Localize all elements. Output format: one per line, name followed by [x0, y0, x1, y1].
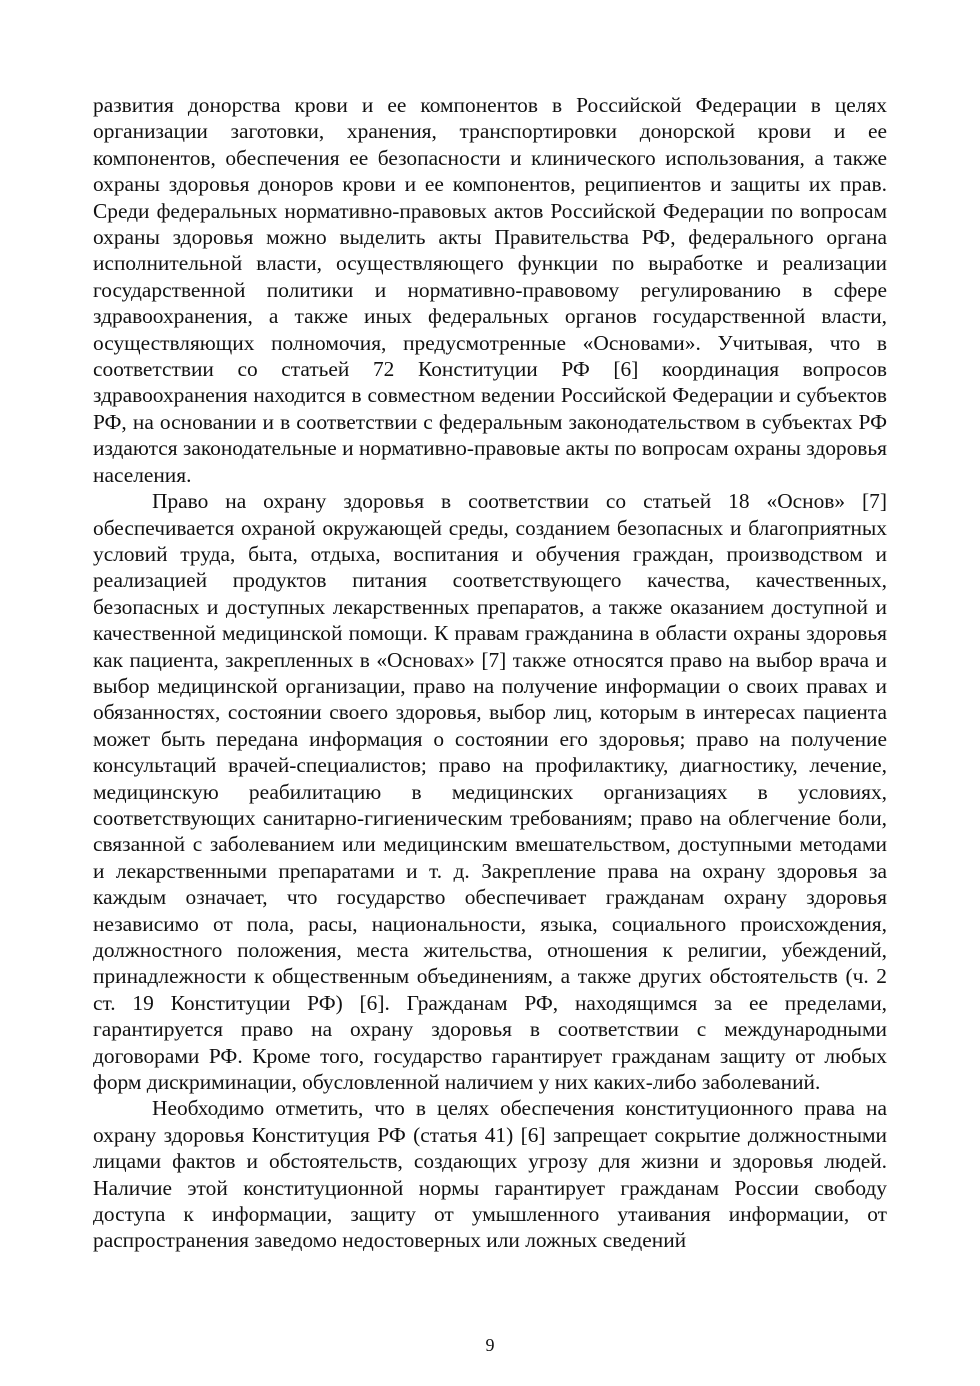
paragraph-constitution-article-41: Необходимо отметить, что в целях обеспечения конституционного права на охрану здоровья Конституция РФ (статья 41) [6] запрещает сокрытие должностными лицами фактов и обстоятельств, создающих угрозу для жизни и здоровья людей. Наличие этой конституционной нормы гарантирует гражданам России свободу доступа к информации, защиту от умышленного утаивания информации, от распространения заведомо недостоверных или ложных сведений	[93, 1096, 887, 1253]
page-number: 9	[485, 1335, 495, 1355]
body-text	[93, 92, 887, 1254]
paragraph-health-rights: Право на охрану здоровья в соответствии со статьей 18 «Основ» [7] обеспечивается охраной окружающей среды, созданием безопасных и благоприятных условий труда, быта, отдыха, воспитания и обучения граждан, производством и реализацией продуктов питания соответствующего качества, качественных, безопасных и доступных лекарственных препаратов, а также оказанием доступной и качественной медицинской помощи. К правам гражданина в области охраны здоровья как пациента, закрепленных в «Основах» [7] также относятся право на выбор врача и выбор медицинской организации, право на получение информации о своих правах и обязанностях, состоянии своего здоровья, выбор лиц, которым в интересах пациента может быть передана информация о состоянии его здоровья; право на получение консультаций врачей-специалистов; право на профилактику, диагностику, лечение, медицинскую реабилитацию в медицинских организациях в условиях, соответствующих санитарно-гигиеническим требованиям; право на облегчение боли, связанной с заболеванием или медицинским вмешательством, доступными методами и лекарственными препаратами и т. д. Закрепление права на охрану здоровья за каждым означает, что государство обеспечивает гражданам охрану здоровья независимо от пола, расы, национальности, языка, социального происхождения, должностного положения, места жительства, отношения к религии, убеждений, принадлежности к общественным объединениям, а также других обстоятельств (ч. 2 ст. 19 Конституции РФ) [6]. Гражданам РФ, находящимся за ее пределами, гарантируется право на охрану здоровья в соответствии с международными договорами РФ. Кроме того, государство гарантирует гражданам защиту от любых форм дискриминации, обусловленной наличием у них каких-либо заболеваний.	[93, 489, 887, 1095]
paragraph-continuation: развития донорства крови и ее компонентов в Российской Федерации в целях организации заготовки, хранения, транспортировки донорской крови и ее компонентов, обеспечения ее безопасности и клинического использования, а также охраны здоровья доноров крови и ее компонентов, реципиентов и защиты их прав. Среди федеральных нормативно-правовых актов Российской Федерации по вопросам охраны здоровья можно выделить акты Правительства РФ, федерального органа исполнительной власти, осуществляющего функции по выработке и реализации государственной политики и нормативно-правовому регулированию в сфере здравоохранения, а также иных федеральных органов государственной власти, осуществляющих полномочия, предусмотренные «Основами». Учитывая, что в соответствии со статьей 72 Конституции РФ [6] координация вопросов здравоохранения находится в совместном ведении Российской Федерации и субъектов РФ, на основании и в соответствии с федеральным законодательством в субъектах РФ издаются законодательные и нормативно-правовые акты по вопросам охраны здоровья населения.	[93, 93, 887, 487]
